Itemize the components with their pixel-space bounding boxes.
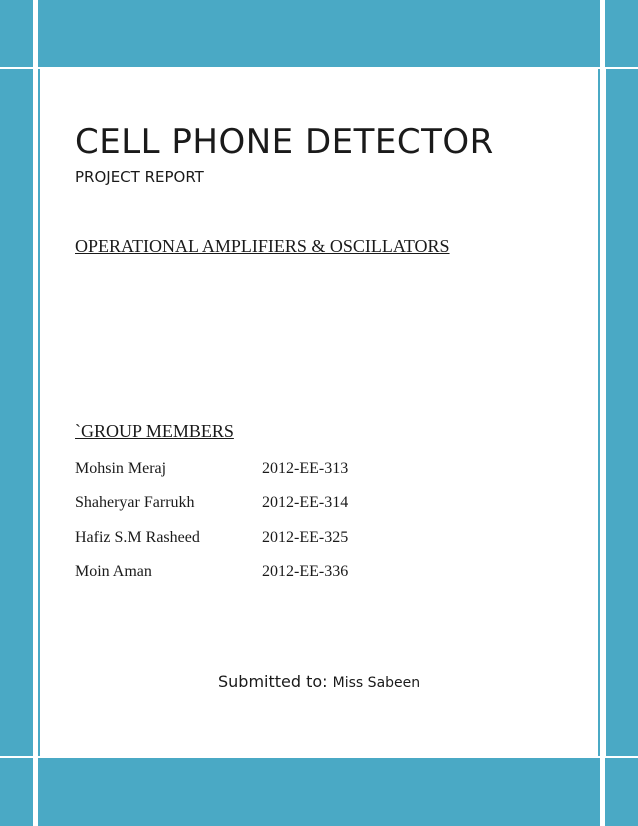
- member-name: Hafiz S.M Rasheed: [75, 529, 200, 546]
- bottom-band: [0, 758, 638, 826]
- member-id: 2012-EE-325: [262, 529, 349, 546]
- member-id: 2012-EE-336: [262, 563, 349, 580]
- report-subtitle: PROJECT REPORT: [75, 168, 204, 186]
- member-name: Shaheryar Farrukh: [75, 494, 195, 511]
- member-name: Moin Aman: [75, 563, 152, 580]
- report-title: CELL PHONE DETECTOR: [75, 122, 494, 162]
- right-border-strip: [606, 0, 638, 826]
- right-gap: [600, 0, 605, 826]
- left-inner-line: [38, 0, 40, 826]
- left-border-strip: [0, 0, 33, 826]
- submitted-to-name: Miss Sabeen: [332, 675, 421, 691]
- bottom-gap: [0, 756, 638, 758]
- right-inner-line: [598, 0, 600, 826]
- member-id: 2012-EE-313: [262, 460, 349, 477]
- top-band: [0, 0, 638, 67]
- submitted-label: Submitted to:: [218, 672, 328, 691]
- top-gap: [0, 67, 638, 69]
- member-id: 2012-EE-314: [262, 494, 349, 511]
- course-name: OPERATIONAL AMPLIFIERS & OSCILLATORS: [75, 236, 450, 256]
- submitted-to-line: [218, 672, 420, 691]
- member-name: Mohsin Meraj: [75, 460, 167, 477]
- group-members-heading: `GROUP MEMBERS: [75, 421, 234, 441]
